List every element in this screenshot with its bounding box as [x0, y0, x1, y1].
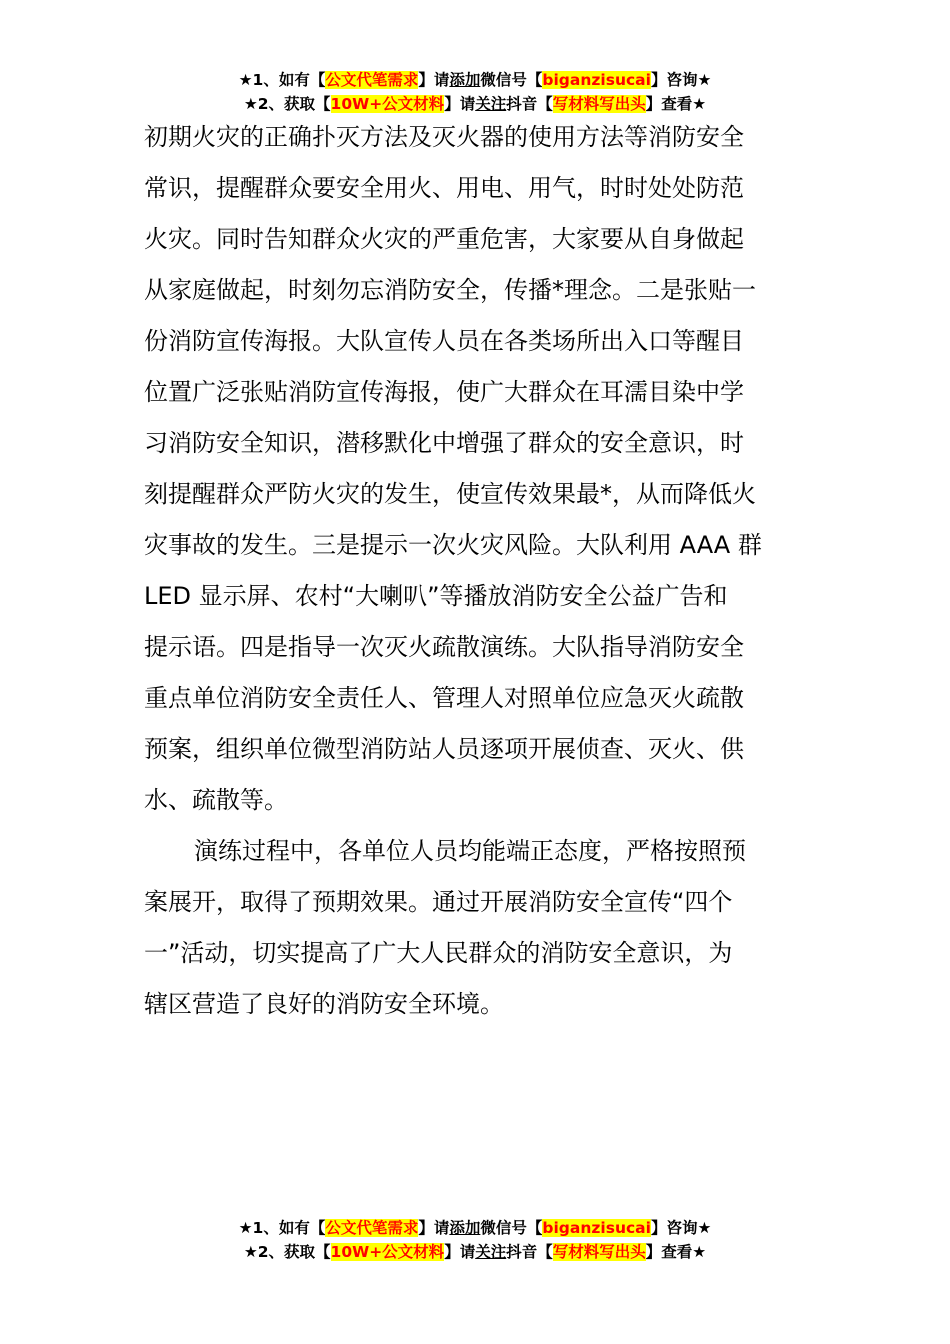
banner-line-1	[0, 1216, 950, 1240]
banner-text: 抖音【	[506, 1243, 553, 1261]
banner-text: 】咨询★	[650, 1219, 712, 1237]
paragraph-start-line: 演练过程中，各单位人员均能端正态度，严格按照预	[194, 837, 746, 865]
banner-text: 微信号【	[480, 1219, 543, 1237]
douyin-account: 写材料写出头	[552, 1243, 646, 1261]
banner-text: 抖音【	[506, 95, 553, 113]
text-line: 从家庭做起，时刻勿忘消防安全，传播*理念。二是张贴一	[144, 276, 756, 304]
banner-text: 2、获取【	[257, 1243, 331, 1261]
highlight-text: 公文代笔需求	[325, 1219, 419, 1237]
banner-text: 】请	[444, 95, 476, 113]
banner-text: 】咨询★	[650, 71, 712, 89]
highlight-text: 10W+公文材料	[330, 95, 445, 113]
underlined-text: 关注	[475, 1243, 507, 1261]
text-line: 辖区营造了良好的消防安全环境。	[144, 990, 504, 1018]
highlight-text: 公文代笔需求	[325, 71, 419, 89]
banner-line-2	[0, 1240, 950, 1264]
text-line: 份消防宣传海报。大队宣传人员在各类场所出入口等醒目	[144, 327, 744, 355]
text-line: 水、疏散等。	[144, 786, 288, 814]
footer-banner	[0, 1216, 950, 1264]
text-line: 案展开，取得了预期效果。通过开展消防安全宣传“四个	[144, 888, 733, 916]
banner-text: 】请	[418, 1219, 450, 1237]
banner-line-1	[0, 68, 950, 92]
text-line: 刻提醒群众严防火灾的发生，使宣传效果最*，从而降低火	[144, 480, 756, 508]
underlined-text: 关注	[475, 95, 507, 113]
banner-text: 】查看★	[645, 1243, 707, 1261]
star-icon: ★	[238, 71, 253, 89]
banner-text: 1、如有【	[252, 1219, 326, 1237]
underlined-text: 添加	[449, 71, 481, 89]
text-line: 一”活动，切实提高了广大人民群众的消防安全意识，为	[144, 939, 733, 967]
text-line: LED 显示屏、农村“大喇叭”等播放消防安全公益广告和	[144, 582, 728, 610]
text-line: 提示语。四是指导一次灭火疏散演练。大队指导消防安全	[144, 633, 744, 661]
text-line: 习消防安全知识，潜移默化中增强了群众的安全意识，时	[144, 429, 744, 457]
banner-text: 】请	[418, 71, 450, 89]
text-line: 灾事故的发生。三是提示一次火灾风险。大队利用 AAA 群	[144, 531, 762, 559]
banner-text: 】查看★	[645, 95, 707, 113]
banner-text: 】请	[444, 1243, 476, 1261]
header-banner	[0, 68, 950, 116]
highlight-text: 10W+公文材料	[330, 1243, 445, 1261]
wechat-id: biganzisucai	[542, 1219, 651, 1237]
text-line: 常识，提醒群众要安全用火、用电、用气，时时处处防范	[144, 174, 744, 202]
text-line: 位置广泛张贴消防宣传海报，使广大群众在耳濡目染中学	[144, 378, 744, 406]
wechat-id: biganzisucai	[542, 71, 651, 89]
banner-text: 2、获取【	[257, 95, 331, 113]
douyin-account: 写材料写出头	[552, 95, 646, 113]
underlined-text: 添加	[449, 1219, 481, 1237]
text-line: 重点单位消防安全责任人、管理人对照单位应急灭火疏散	[144, 684, 744, 712]
star-icon: ★	[238, 1219, 253, 1237]
text-line: 初期火灾的正确扑灭方法及灭火器的使用方法等消防安全	[144, 123, 744, 151]
text-line: 火灾。同时告知群众火灾的严重危害，大家要从自身做起	[144, 225, 744, 253]
star-icon: ★	[243, 95, 258, 113]
banner-text: 微信号【	[480, 71, 543, 89]
document-body	[144, 112, 809, 1030]
banner-text: 1、如有【	[252, 71, 326, 89]
text-line: 预案，组织单位微型消防站人员逐项开展侦查、灭火、供	[144, 735, 744, 763]
star-icon: ★	[243, 1243, 258, 1261]
